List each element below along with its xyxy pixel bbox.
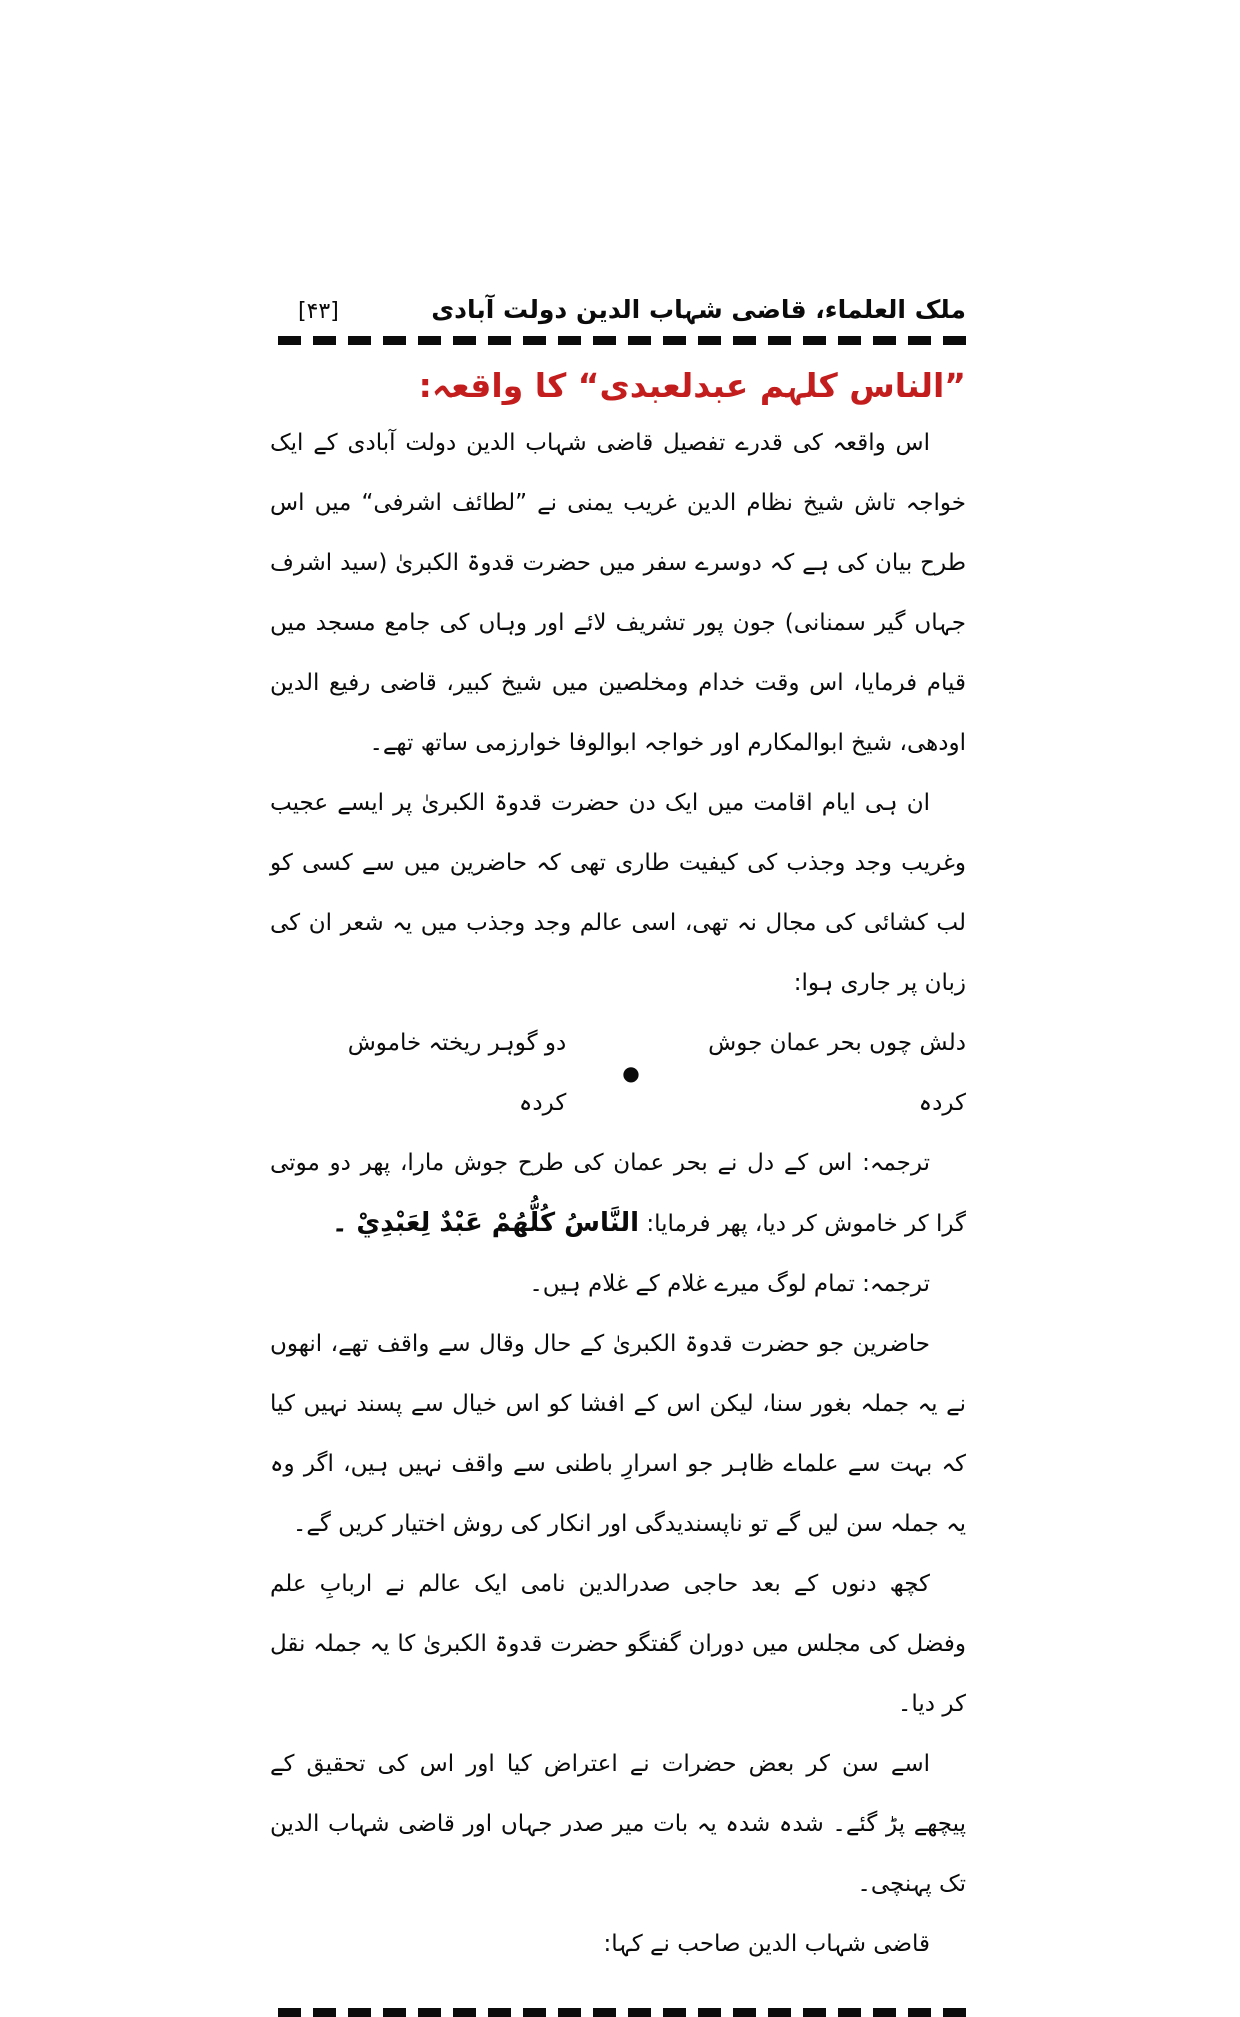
paragraph-3	[270, 1133, 966, 1254]
paragraph-8: قاضی شہاب الدین صاحب نے کہا:	[603, 1931, 930, 1957]
paragraph-2: ان ہی ایام اقامت میں ایک دن حضرت قدوۃ الکبریٰ پر ایسے عجیب وغریب وجد وجذب کی کیفیت طاری تھی کہ حاضرین میں سے کسی کو لب کشائی کی مجال نہ تھی، اسی عالم وجد وجذب میں یہ شعر ان کی زبان پر جاری ہوا:	[270, 790, 966, 996]
paragraph-5: حاضرین جو حضرت قدوۃ الکبریٰ کے حال وقال سے واقف تھے، انھوں نے یہ جملہ بغور سنا، لیکن اس کے افشا کو اس خیال سے پسند نہیں کیا کہ بہت سے علماے ظاہر جو اسرارِ باطنی سے واقف نہیں ہیں، اگر وہ یہ جملہ سن لیں گے تو ناپسندیدگی اور انکار کی روش اختیار کریں گے۔	[270, 1331, 966, 1537]
top-dashed-separator	[270, 336, 966, 345]
page-header	[270, 272, 966, 324]
verse-hemistich-second: دو گوہر ریختہ خاموش کردہ	[347, 1030, 567, 1116]
verse-bullet-icon: ●	[622, 1061, 640, 1085]
running-title: ملک العلماء، قاضی شہاب الدین دولت آبادی	[431, 295, 966, 324]
page-number: [۴۳]	[298, 299, 339, 324]
verse-hemistich-first: دلش چوں بحر عمان جوش کردہ	[708, 1030, 966, 1116]
translation-text: ترجمہ: اس کے دل نے بحر عمان کی طرح جوش مارا، پھر دو موتی گرا کر خاموش کر دیا، پھر فرمایا:	[270, 1150, 966, 1237]
paragraph-6: کچھ دنوں کے بعد حاجی صدرالدین نامی ایک عالم نے اربابِ علم وفضل کی مجلس میں دوران گفتگو حضرت قدوۃ الکبریٰ کا یہ جملہ نقل کر دیا۔	[270, 1571, 966, 1717]
section-heading: ”الناس کلہم عبدلعبدی“ کا واقعہ:	[418, 366, 966, 405]
paragraph-7: اسے سن کر بعض حضرات نے اعتراض کیا اور اس کی تحقیق کے پیچھے پڑ گئے۔ شدہ شدہ یہ بات میر صدر جہاں اور قاضی شہاب الدین تک پہنچی۔	[270, 1751, 966, 1897]
paragraph-1: اس واقعہ کی قدرے تفصیل قاضی شہاب الدین دولت آبادی کے ایک خواجہ تاش شیخ نظام الدین غریب یمنی نے ”لطائف اشرفی“ میں اس طرح بیان کی ہے کہ دوسرے سفر میں حضرت قدوۃ الکبریٰ (سید اشرف جہاں گیر سمنانی) جون پور تشریف لائے اور وہاں کی جامع مسجد میں قیام فرمایا، اس وقت خدام ومخلصین میں شیخ کبیر، قاضی رفیع الدین اودھی، شیخ ابوالمکارم اور خواجہ ابوالوفا خوارزمی ساتھ تھے۔	[270, 430, 966, 756]
verse-line	[270, 1013, 966, 1133]
paragraph-4: ترجمہ: تمام لوگ میرے غلام کے غلام ہیں۔	[529, 1271, 930, 1297]
arabic-quote: النَّاسُ كُلُّهُمْ عَبْدٌ لِعَبْدِيْ ۔	[332, 1208, 640, 1238]
page-content	[270, 272, 966, 2017]
bottom-dashed-separator	[270, 2008, 966, 2017]
